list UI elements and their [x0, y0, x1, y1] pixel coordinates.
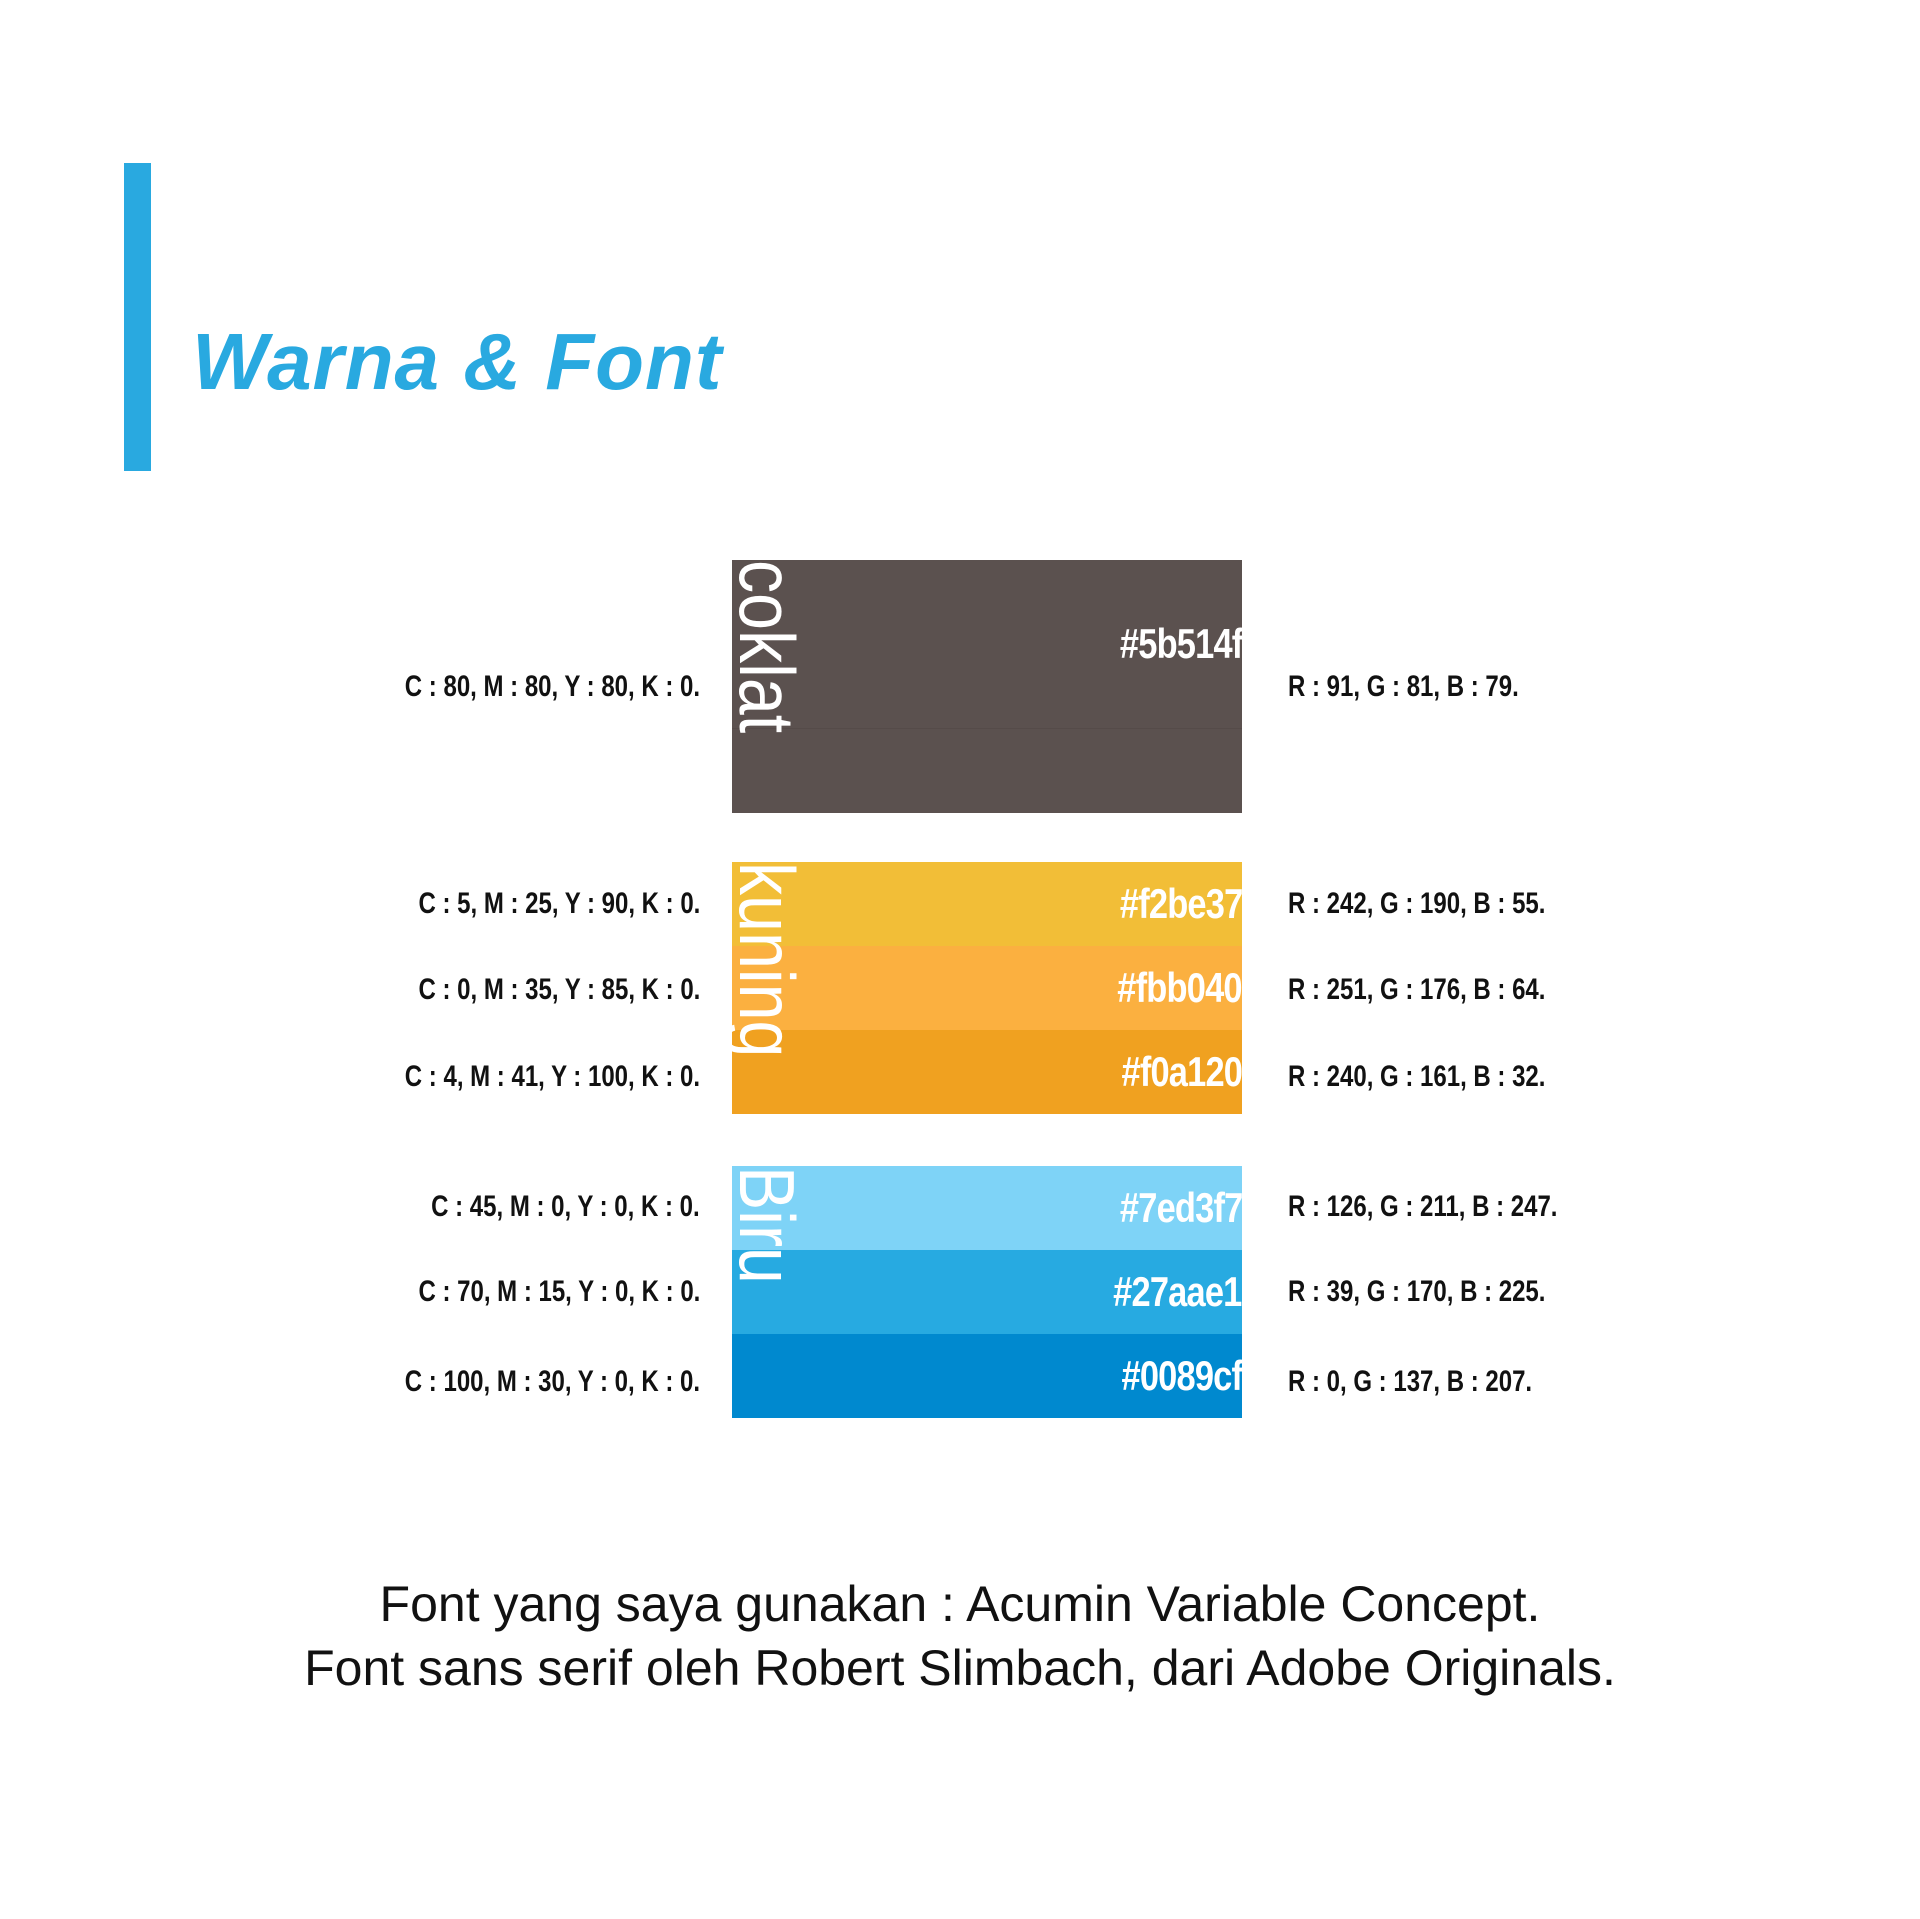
- caption-line: Font yang saya gunakan : Acumin Variable Concept.: [379, 1576, 1541, 1632]
- cmyk-value: C : 70, M : 15, Y : 0, K : 0.: [418, 1275, 700, 1308]
- color-group-coklat: [723, 560, 1242, 813]
- hex-code: #f2be37: [1119, 880, 1242, 927]
- rgb-value: R : 91, G : 81, B : 79.: [1288, 670, 1519, 703]
- color-swatch: [723, 560, 1242, 813]
- color-group-name: kuning: [723, 862, 811, 1058]
- hex-code: #5b514f: [1119, 620, 1242, 667]
- rgb-value: R : 126, G : 211, B : 247.: [1288, 1190, 1558, 1223]
- cmyk-value: C : 4, M : 41, Y : 100, K : 0.: [404, 1060, 700, 1093]
- cmyk-value: C : 100, M : 30, Y : 0, K : 0.: [404, 1365, 700, 1398]
- caption-line: Font sans serif oleh Robert Slimbach, dari Adobe Originals.: [304, 1640, 1616, 1696]
- font-caption: [0, 1572, 1920, 1700]
- color-group-biru: [723, 1166, 1242, 1418]
- hex-code: #27aae1: [1113, 1268, 1242, 1315]
- rgb-value: R : 39, G : 170, B : 225.: [1288, 1275, 1546, 1308]
- cmyk-value: C : 0, M : 35, Y : 85, K : 0.: [418, 973, 700, 1006]
- color-group-name: Biru: [723, 1166, 811, 1284]
- page-title: Warna & Font: [192, 317, 723, 406]
- rgb-value: R : 0, G : 137, B : 207.: [1288, 1365, 1533, 1398]
- color-group-kuning: [723, 862, 1242, 1114]
- hex-code: #fbb040: [1117, 964, 1242, 1011]
- hex-code: #0089cf: [1121, 1352, 1242, 1399]
- rgb-value: R : 240, G : 161, B : 32.: [1288, 1060, 1546, 1093]
- color-swatch: [732, 1334, 1242, 1418]
- color-group-name: coklat: [723, 560, 811, 734]
- cmyk-value: C : 80, M : 80, Y : 80, K : 0.: [404, 670, 700, 703]
- rgb-value: R : 242, G : 190, B : 55.: [1288, 887, 1546, 920]
- title-accent-bar: [124, 163, 151, 471]
- cmyk-value: C : 45, M : 0, Y : 0, K : 0.: [431, 1190, 700, 1223]
- cmyk-value: C : 5, M : 25, Y : 90, K : 0.: [418, 887, 700, 920]
- hex-code: #f0a120: [1121, 1048, 1242, 1095]
- hex-code: #7ed3f7: [1119, 1184, 1242, 1231]
- rgb-value: R : 251, G : 176, B : 64.: [1288, 973, 1546, 1006]
